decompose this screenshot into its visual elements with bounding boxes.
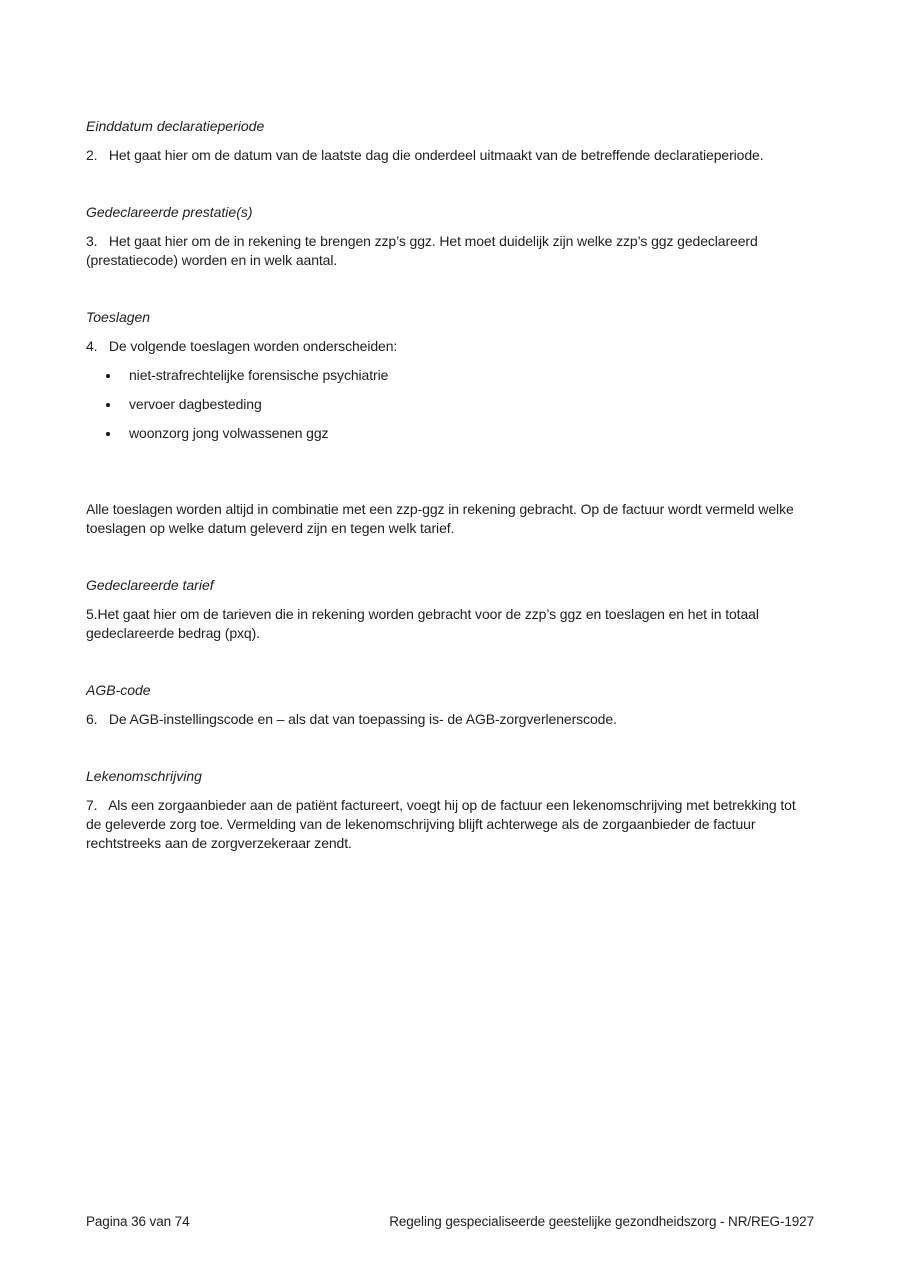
footer-document-title: Regeling gespecialiseerde geestelijke gezondheidszorg - NR/REG-1927	[389, 1214, 814, 1229]
section-lekenomschrijving	[86, 767, 806, 853]
toeslagen-bullet-list	[86, 366, 806, 443]
bullet-item: niet-strafrechtelijke forensische psychiatrie	[86, 366, 806, 385]
numbered-paragraph: 5.Het gaat hier om de tarieven die in rekening worden gebracht voor de zzp’s ggz en toeslagen en het in totaal gedeclareerde bedrag (pxq).	[86, 606, 759, 641]
numbered-paragraph: 7. Als een zorgaanbieder aan de patiënt factureert, voegt hij op de factuur een lekenomschrijving met betrekking tot de geleverde zorg toe. Vermelding van de lekenomschrijving blijft achterwege als de zorgaanbieder de factuur rechtstreeks aan de zorgverzekeraar zendt.	[86, 797, 796, 851]
section-gedeclareerde-prestaties	[86, 203, 806, 270]
section-toeslagen	[86, 308, 806, 538]
numbered-paragraph: 2. Het gaat hier om de datum van de laatste dag die onderdeel uitmaakt van de betreffende declaratieperiode.	[86, 147, 764, 163]
numbered-paragraph: 6. De AGB-instellingscode en – als dat van toepassing is- de AGB-zorgverlenerscode.	[86, 711, 617, 727]
toeslagen-note-paragraph: Alle toeslagen worden altijd in combinatie met een zzp-ggz in rekening gebracht. Op de factuur wordt vermeld welke toeslagen op welke datum geleverd zijn en tegen welk tarief.	[86, 501, 794, 536]
page-content	[86, 0, 806, 853]
section-heading: Lekenomschrijving	[86, 768, 202, 784]
numbered-paragraph: 4. De volgende toeslagen worden onderscheiden:	[86, 338, 398, 354]
numbered-paragraph: 3. Het gaat hier om de in rekening te brengen zzp’s ggz. Het moet duidelijk zijn welke zzp’s ggz gedeclareerd (prestatiecode) worden en in welk aantal.	[86, 233, 758, 268]
section-heading: Einddatum declaratieperiode	[86, 118, 265, 134]
section-heading: Toeslagen	[86, 309, 151, 325]
bullet-item: woonzorg jong volwassenen ggz	[86, 424, 806, 443]
section-heading: Gedeclareerde tarief	[86, 577, 214, 593]
section-heading: AGB-code	[86, 682, 151, 698]
section-einddatum-declaratieperiode	[86, 117, 806, 165]
page-footer	[86, 1213, 814, 1230]
section-agb-code	[86, 681, 806, 729]
footer-page-number: Pagina 36 van 74	[86, 1214, 190, 1229]
section-gedeclareerde-tarief	[86, 576, 806, 643]
section-heading: Gedeclareerde prestatie(s)	[86, 204, 253, 220]
bullet-item: vervoer dagbesteding	[86, 395, 806, 414]
